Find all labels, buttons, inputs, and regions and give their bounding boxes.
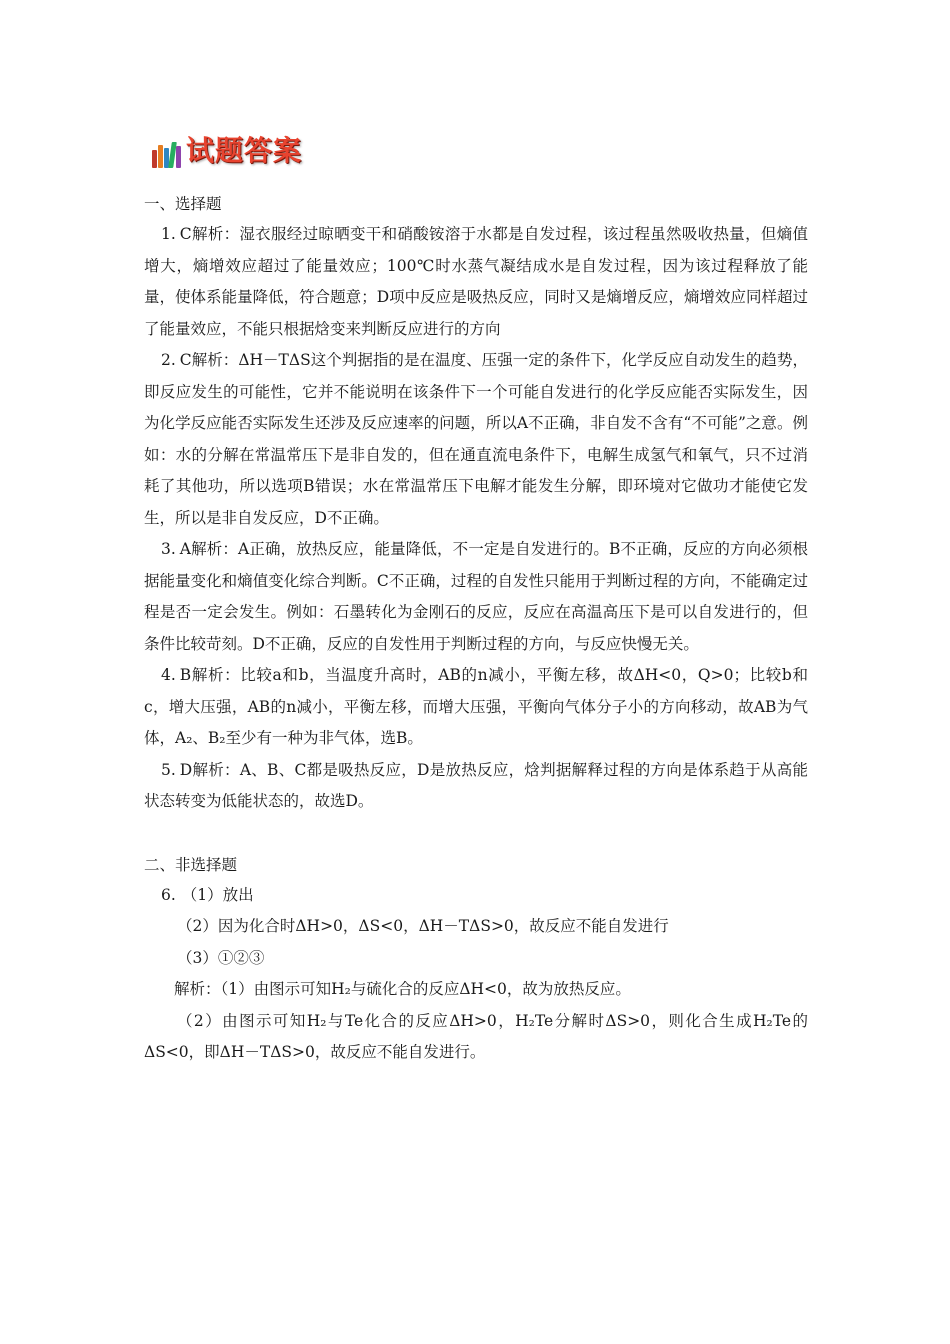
item-number: 1. xyxy=(161,225,176,243)
item-number: 6. xyxy=(161,885,176,904)
item-text: C解析：ΔH－TΔS这个判据指的是在温度、压强一定的条件下，化学反应自动发生的趋势，即反应发生的可能性，它并不能说明在该条件下一个可能自发进行的化学反应能否实际发生，因为化学反应能否实际发生还涉及反应速率的问题，所以A不正确，非自发不含有“不可能”之意。例如：水的分解在常温常压下是非自发的，但在通直流电条件下，电解生成氢气和氧气，只不过消耗了其他功，所以选项B错误；水在常温常压下电解才能发生分解，即环境对它做功才能使它发生，所以是非自发反应，D不正确。 xyxy=(144,351,808,527)
books-icon xyxy=(152,142,182,168)
item-number: 3. xyxy=(161,540,176,558)
item-number: 2. xyxy=(161,351,176,369)
answer-banner xyxy=(152,134,302,168)
item-number: 5. xyxy=(161,760,176,779)
explanation-1: 解析：（1）由图示可知H₂与硫化合的反应ΔH<0，故为放热反应。 xyxy=(174,980,631,998)
banner-title: 试题答案 xyxy=(186,134,303,167)
explanation-2: （2）由图示可知H₂与Te化合的反应ΔH>0，H₂Te分解时ΔS>0，则化合生成H₂Te的ΔS<0，即ΔH－TΔS>0，故反应不能自发进行。 xyxy=(144,1011,808,1061)
item-answer-2: （2）因为化合时ΔH>0，ΔS<0，ΔH－TΔS>0，故反应不能自发进行 xyxy=(177,917,669,935)
answer-item-4 xyxy=(144,660,808,755)
item-text: B解析：比较a和b，当温度升高时，AB的n减小，平衡左移，故ΔH<0，Q>0；比较b和c，增大压强，AB的n减小，平衡左移，而增大压强，平衡向气体分子小的方向移动，故AB为气体，A₂、B₂至少有一种为非气体，选B。 xyxy=(144,666,808,747)
item-text: A解析：A正确，放热反应，能量降低，不一定是自发进行的。B不正确，反应的方向必须根据能量变化和熵值变化综合判断。C不正确，过程的自发性只能用于判断过程的方向，不能确定过程是否一定会发生。例如：石墨转化为金刚石的反应，反应在高温高压下是可以自发进行的，但条件比较苛刻。D不正确，反应的自发性用于判断过程的方向，与反应快慢无关。 xyxy=(144,540,808,653)
section-title-choice: 一、选择题 xyxy=(144,195,222,213)
answer-item-6 xyxy=(144,880,808,912)
answer-content xyxy=(144,189,808,1069)
answer-item-3 xyxy=(144,534,808,660)
item-answer-1: （1）放出 xyxy=(181,885,254,904)
item-number: 4. xyxy=(161,666,176,684)
item-text: C解析：湿衣服经过晾晒变干和硝酸铵溶于水都是自发过程，该过程虽然吸收热量，但熵值增大，熵增效应超过了能量效应；100℃时水蒸气凝结成水是自发过程，因为该过程释放了能量，使体系能量降低，符合题意；D项中反应是吸热反应，同时又是熵增反应，熵增效应同样超过了能量效应，不能只根据焓变来判断反应进行的方向 xyxy=(144,225,808,338)
item-answer-3: （3）①②③ xyxy=(177,948,265,967)
section-title-nonchoice: 二、非选择题 xyxy=(144,855,238,874)
answer-item-5 xyxy=(144,755,808,818)
answer-item-2 xyxy=(144,345,808,534)
item-text: D解析：A、B、C都是吸热反应，D是放热反应，焓判据解释过程的方向是体系趋于从高能状态转变为低能状态的，故选D。 xyxy=(144,760,808,810)
answer-item-1 xyxy=(144,219,808,345)
